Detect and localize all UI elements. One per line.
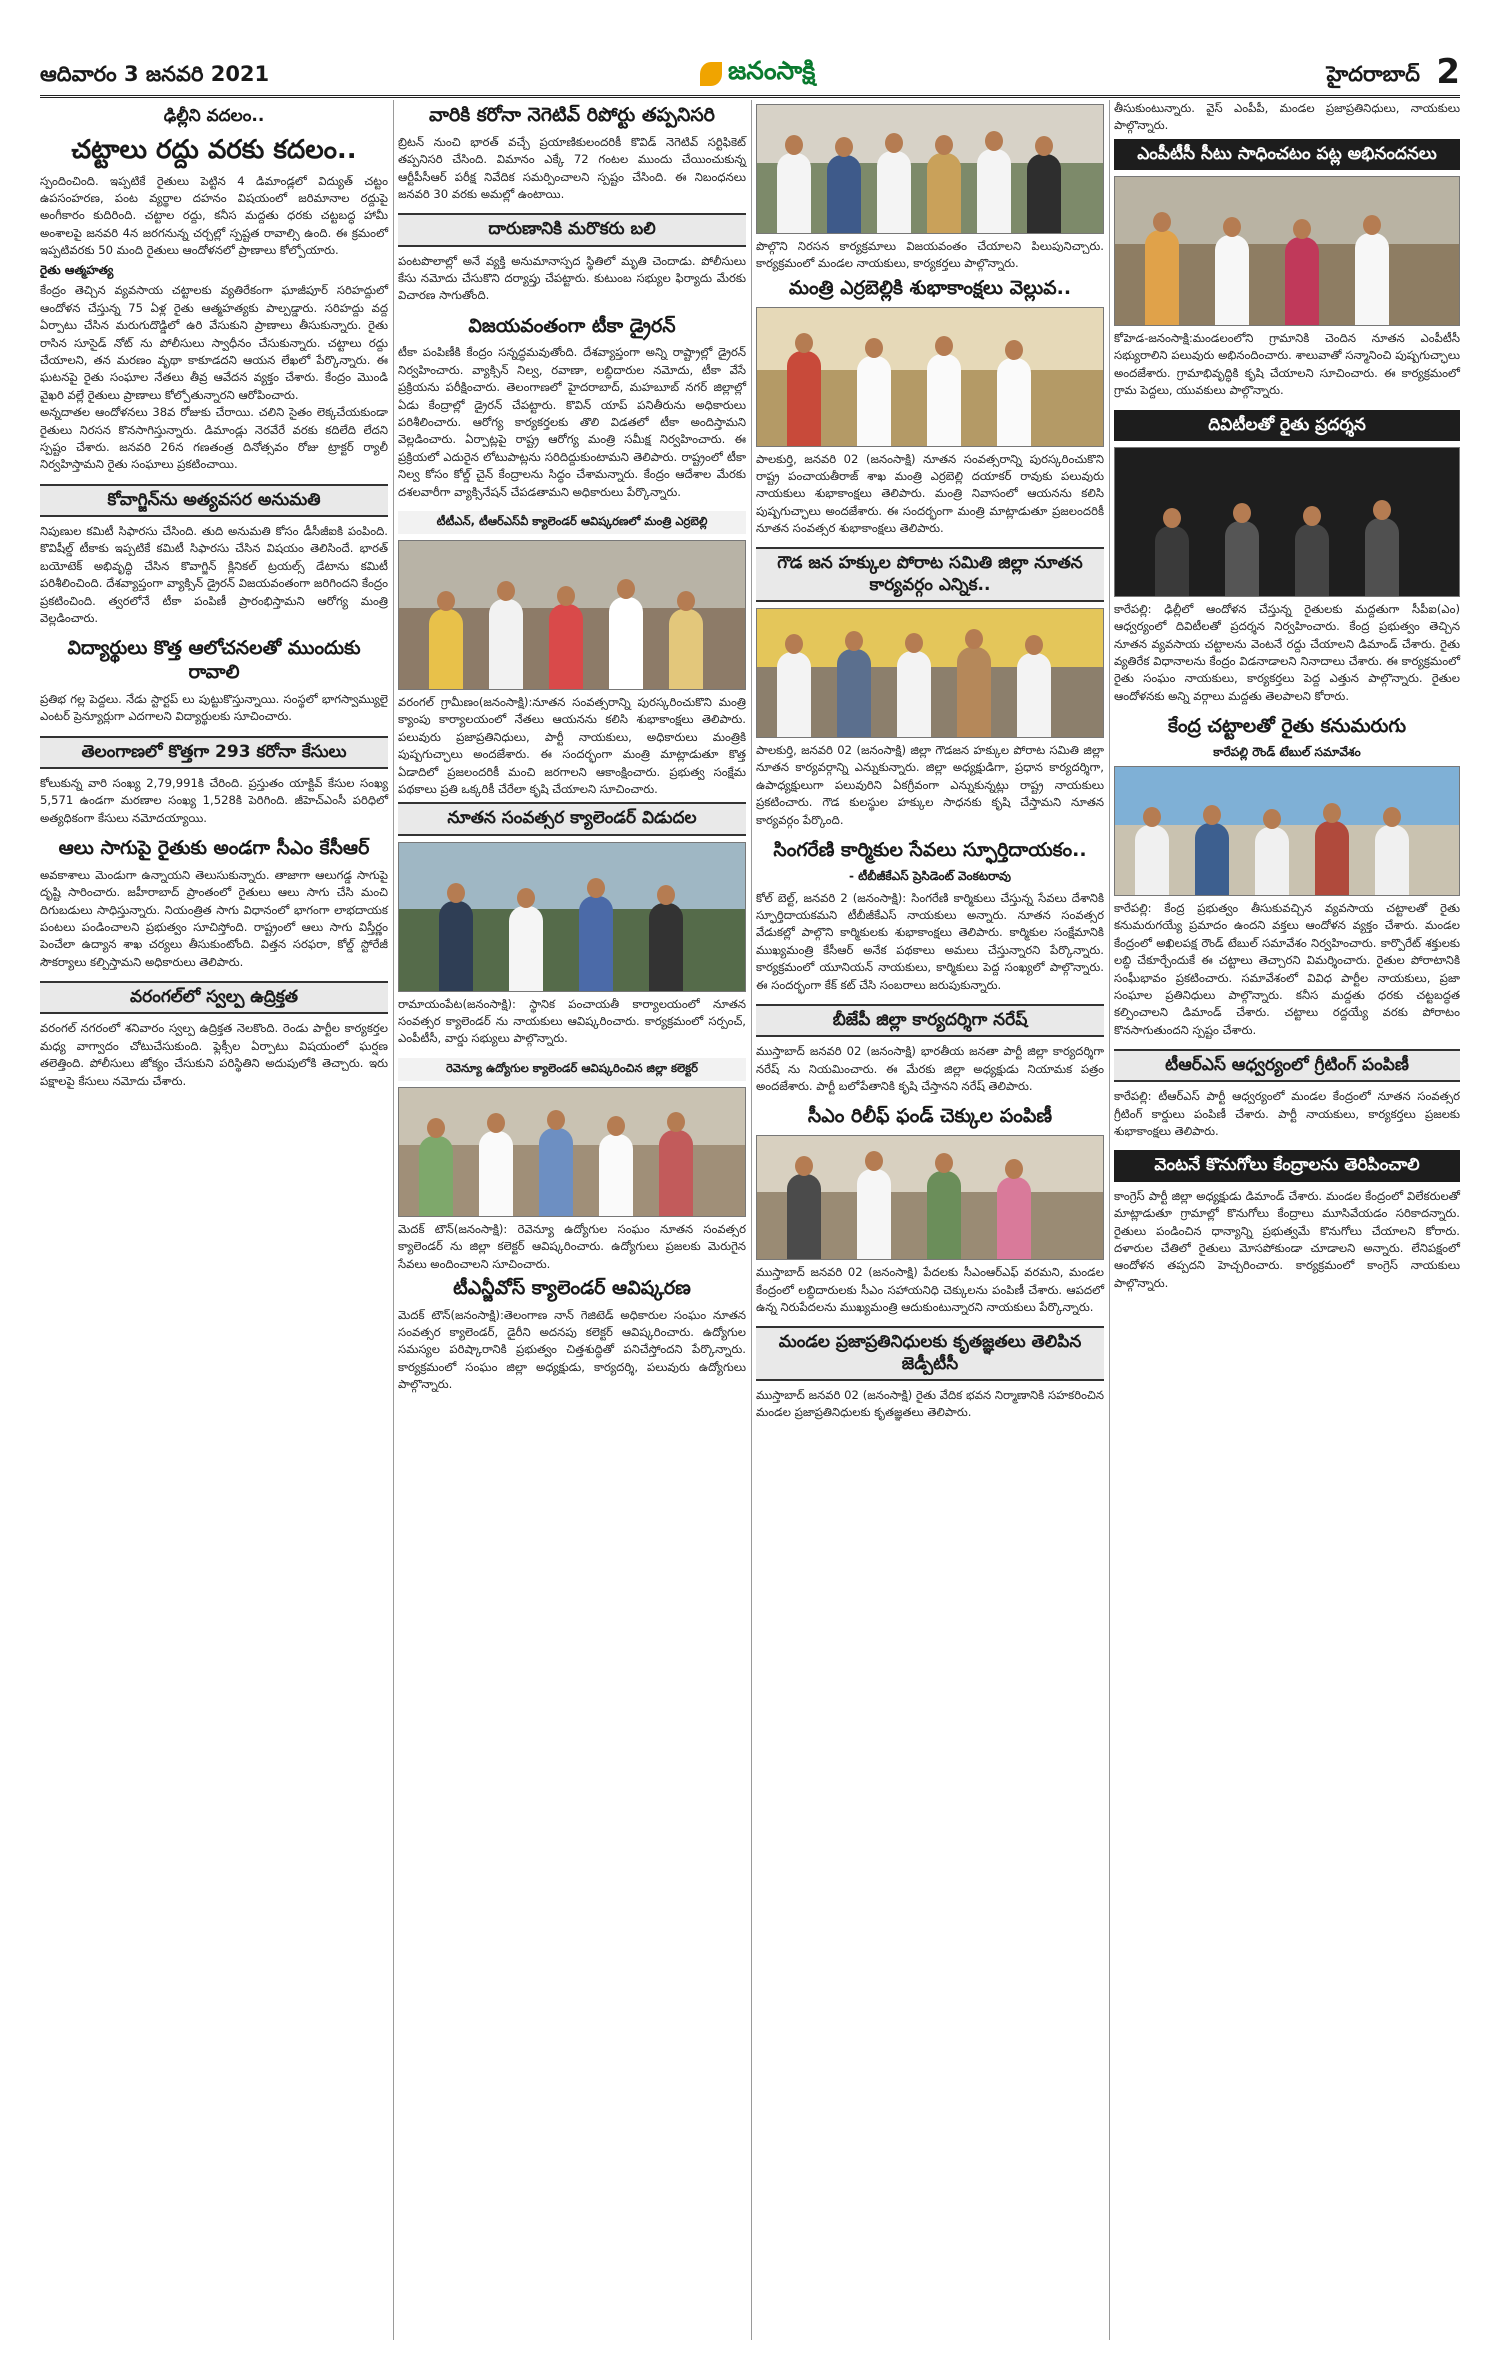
newspaper-logo[interactable] <box>700 56 815 92</box>
story-body: పంటపొలాల్లో అనే వ్యక్తి అనుమానాస్పద స్థితిలో మృతి చెందాడు. పోలీసులు కేసు నమోదు చేసుకొని దర్యాప్తు చేపట్టారు. కుటుంబ సభ్యుల ఫిర్యాదు మేరకు విచారణ సాగుతోంది. <box>398 253 746 303</box>
person-figure <box>837 649 871 737</box>
photo-backdrop <box>1115 767 1459 825</box>
story <box>1114 1150 1460 1292</box>
story <box>1114 410 1460 706</box>
person-figure <box>787 1174 821 1259</box>
story-headline[interactable]: సింగరేణి కార్మికుల సేవలు స్ఫూర్తిదాయకం.. <box>773 838 1087 861</box>
story-headline[interactable]: కోవాగ్జిన్‌ను అత్యవసర అనుమతి <box>40 484 388 517</box>
column-1 <box>40 100 388 1100</box>
story-body: కోల్ బెల్ట్, జనవరి 2 (జనంసాక్షి): సింగరేణి కార్మికులు చేస్తున్న సేవలు దేశానికి స్ఫూర్తిదాయకమని టీబీజీకేఎస్ నాయకులు అన్నారు. నూతన సంవత్సర వేడుకల్లో పాల్గొని కార్మికులకు శుభాకాంక్షలు తెలిపారు. కార్మికుల సంక్షేమానికి ముఖ్యమంత్రి కేసీఆర్ అనేక పథకాలు అమలు చేస్తున్నారని పేర్కొన్నారు. కార్యక్రమంలో యూనియన్ నాయకులు, కార్మికులు పెద్ద సంఖ్యలో పాల్గొన్నారు. ఈ సందర్భంగా కేక్ కట్ చేసి సంబరాలు జరుపుకున్నారు. <box>756 890 1104 992</box>
story-headline[interactable]: విజయవంతంగా టీకా డ్రైరన్ <box>468 314 676 337</box>
person-figure <box>827 155 861 233</box>
person-figure <box>579 896 613 991</box>
page-number: 2 <box>1436 52 1460 92</box>
person-figure <box>659 1130 693 1216</box>
story-body: అవకాశాలు మెండుగా ఉన్నాయని తెలుసుకున్నారు. తాజాగా ఆలుగడ్డ సాగుపై దృష్టి సారించారు. జహీరాబాద్ ప్రాంతంలో రైతులు ఆలు సాగు చేసి మంచి దిగుబడులు సాధిస్తున్నారు. నియంత్రిత సాగు విధానంలో భాగంగా లాభదాయక పంటలు పండించాలని ప్రభుత్వం సూచిస్తోంది. రాష్ట్రంలో ఆలు సాగు విస్తీర్ణం పెంచేలా ఉద్యాన శాఖ చర్యలు తీసుకుంటోంది. విత్తన సరఫరా, కోల్డ్ స్టోరేజీ సౌకర్యాలు కల్పిస్తామని అధికారులు తెలిపారు. <box>40 867 388 969</box>
column-divider <box>393 100 394 2340</box>
story <box>40 484 388 628</box>
person-figure <box>489 599 523 689</box>
issue-date: ఆదివారం 3 జనవరి 2021 <box>40 62 270 86</box>
story-headline[interactable]: విద్యార్థులు కొత్త ఆలోచనలతో ముందుకు రావాలి <box>67 637 361 684</box>
person-figure <box>509 906 543 991</box>
person-figure <box>609 597 643 689</box>
story-headline[interactable]: వెంటనే కొనుగోలు కేంద్రాలను తెరిపించాలి <box>1114 1150 1460 1181</box>
story-headline[interactable]: కేంద్ర చట్టాలతో రైతు కనుమరుగు <box>1167 715 1407 738</box>
person-figure <box>1195 823 1229 895</box>
person-figure <box>539 1128 573 1216</box>
person-figure <box>1365 518 1399 596</box>
story <box>756 1004 1104 1095</box>
news-photo[interactable] <box>1114 447 1460 597</box>
person-figure <box>419 1136 453 1216</box>
column-3 <box>756 100 1104 1432</box>
person-figure <box>1255 827 1289 895</box>
story-body: ముస్తాబాద్ జనవరి 02 (జనంసాక్షి) రైతు వేదిక భవన నిర్మాణానికి సహకరించిన మండల ప్రజాప్రతినిధులకు కృతజ్ఞతలు తెలిపారు. <box>756 1387 1104 1420</box>
story-headline[interactable]: టీఆర్ఎస్ ఆధ్వర్యంలో గ్రీటింగ్ పంపిణీ <box>1114 1049 1460 1082</box>
story-body: కారేపల్లి: టీఆర్ఎస్ పార్టీ ఆధ్వర్యంలో మండల కేంద్రంలో నూతన సంవత్సర గ్రీటింగ్ కార్డులు పంపిణీ చేశారు. పార్టీ నాయకులు, కార్యకర్తలు ప్రజలకు శుభాకాంక్షలు తెలిపారు. <box>1114 1089 1460 1139</box>
story-byline: కారేపల్లి రౌండ్ టేబుల్ సమావేశం <box>1213 744 1361 759</box>
story-body: ముస్తాబాద్ జనవరి 02 (జనంసాక్షి) భారతీయ జనతా పార్టీ జిల్లా కార్యదర్శిగా నరేష్ ను నియమించారు. ఈ మేరకు జిల్లా అధ్యక్షుడు నియామక పత్రం అందజేశారు. పార్టీ బలోపేతానికి కృషి చేస్తానని నరేష్ తెలిపారు. <box>756 1044 1104 1094</box>
person-figure <box>857 1169 891 1259</box>
news-photo[interactable] <box>398 842 746 992</box>
person-figure <box>1017 653 1051 737</box>
story-body: కాంగ్రెస్ పార్టీ జిల్లా అధ్యక్షుడు డిమాండ్ చేశారు. మండల కేంద్రంలో విలేకరులతో మాట్లాడుతూ గ్రామాల్లో కొనుగోలు కేంద్రాలు మూసివేయడం సరికాదన్నారు. రైతులు పండించిన ధాన్యాన్ని ప్రభుత్వమే కొనుగోలు చేయాలని కోరారు. దళారుల చేతిలో రైతులు మోసపోకుండా చూడాలని అన్నారు. లేనిపక్షంలో ఆందోళన తప్పదని హెచ్చరించారు. కార్యక్రమంలో కాంగ్రెస్ నాయకులు పాల్గొన్నారు. <box>1114 1188 1460 1290</box>
person-figure <box>977 149 1011 233</box>
story <box>40 736 388 827</box>
news-photo[interactable] <box>756 1135 1104 1260</box>
story <box>756 547 1104 828</box>
story-headline[interactable]: మంత్రి ఎర్రబెల్లికి శుభాకాంక్షలు వెల్లువ.. <box>788 276 1072 299</box>
lead-story <box>40 106 388 474</box>
person-figure <box>957 647 991 737</box>
story-body: మెదక్ టౌన్(జనంసాక్షి): రెవెన్యూ ఉద్యోగుల సంఘం నూతన సంవత్సర క్యాలెండర్ ను జిల్లా కలెక్టర్ ఆవిష్కరించారు. ఉద్యోగులు ప్రజలకు మెరుగైన సేవలు అందించాలని సూచించారు. <box>398 1221 746 1271</box>
news-photo[interactable] <box>1114 766 1460 896</box>
person-figure <box>1155 526 1189 596</box>
person-figure <box>857 356 891 446</box>
story <box>1114 1049 1460 1140</box>
edition-city: హైదరాబాద్ <box>1326 62 1420 86</box>
person-figure <box>429 609 463 689</box>
story-body: అన్నదాతల ఆందోళనలు 38వ రోజుకు చేరాయి. చలిని సైతం లెక్కచేయకుండా రైతులు నిరసన కొనసాగిస్తున్నారు. డిమాండ్లు నెరవేరే వరకు కదిలేది లేదని స్పష్టం చేశారు. జనవరి 26న గణతంత్ర దినోత్సవం రోజు ట్రాక్టర్ ర్యాలీ నిర్వహిస్తామని రైతు సంఘాలు ప్రకటించాయి. <box>40 405 388 472</box>
person-figure <box>1295 524 1329 596</box>
person-figure <box>897 651 931 737</box>
person-figure <box>877 151 911 233</box>
story <box>398 104 746 203</box>
column-divider <box>1109 100 1110 2340</box>
story-headline[interactable]: వారికి కరోనా నెగెటివ్ రిపోర్టు తప్పనిసరి <box>429 104 715 126</box>
story-byline: - టీబీజీకేఎస్ ప్రెసిడెంట్ వెంకటరావు <box>848 868 1012 883</box>
story-headline[interactable]: దారుణానికి మరొకరు బలి <box>398 213 746 246</box>
story-headline[interactable]: బీజేపీ జిల్లా కార్యదర్శిగా నరేష్ <box>756 1004 1104 1037</box>
story-body: పాలకుర్తి, జనవరి 02 (జనంసాక్షి) నూతన సంవత్సరాన్ని పురస్కరించుకొని రాష్ట్ర పంచాయతీరాజ్ శాఖ మంత్రి ఎర్రబెల్లి దయాకర్ రావుకు పలువురు నాయకులు శుభాకాంక్షలు తెలిపారు. మంత్రి నివాసంలో ఆయనను కలిసి పుష్పగుచ్ఛాలు అందజేశారు. ఈ సందర్భంగా మంత్రి మాట్లాడుతూ ప్రజలందరికీ నూతన సంవత్సర శుభాకాంక్షలు తెలిపారు. <box>756 451 1104 536</box>
news-photo[interactable] <box>756 608 1104 738</box>
story-headline[interactable]: దివిటీలతో రైతు ప్రదర్శన <box>1114 410 1460 441</box>
person-figure <box>1215 235 1249 325</box>
story <box>1114 139 1460 400</box>
person-figure <box>649 903 683 991</box>
story-body: వరంగల్ గ్రామీణం(జనంసాక్షి):నూతన సంవత్సరాన్ని పురస్కరించుకొని మంత్రి క్యాంపు కార్యాలయంలో నేతలు ఆయనను కలిసి శుభాకాంక్షలు తెలిపారు. పలువురు ప్రజాప్రతినిధులు, పార్టీ నాయకులు, అధికారులు మంత్రికి పుష్పగుచ్ఛాలు అందజేశారు. ఈ సందర్భంగా మంత్రి మాట్లాడుతూ కొత్త ఏడాదిలో ప్రజలందరికీ మంచి జరగాలని ఆకాంక్షించారు. ప్రభుత్వ సంక్షేమ పథకాలు ప్రతి ఒక్కరికీ చేరేలా కృషి చేయాలని సూచించారు. <box>398 695 746 796</box>
story-body: తీసుకుంటున్నారు. వైస్ ఎంపీపీ, మండల ప్రజాప్రతినిధులు, నాయకులు పాల్గొన్నారు. <box>1114 101 1460 133</box>
story-headline[interactable]: ఆలు సాగుపై రైతుకు అండగా సీఎం కేసీఆర్ <box>58 837 370 860</box>
story-headline[interactable]: నూతన సంవత్సర క్యాలెండర్ విడుదల <box>398 802 746 835</box>
story-body: ప్రతిభ గల్ల పెద్దలు. నేడు స్టార్టప్ లు పుట్టుకొస్తున్నాయి. సంస్థలో భాగస్వామ్యులై ఎంటర్ ప్రెన్యూర్లుగా ఎదగాలని విద్యార్థులకు సూచించారు. <box>40 691 388 724</box>
story-body: కారేపల్లి: కేంద్ర ప్రభుత్వం తీసుకువచ్చిన వ్యవసాయ చట్టాలతో రైతు కనుమరుగయ్యే ప్రమాదం ఉందని వక్తలు ఆందోళన వ్యక్తం చేశారు. మండల కేంద్రంలో అఖిలపక్ష రౌండ్ టేబుల్ సమావేశం నిర్వహించారు. కార్పొరేట్ శక్తులకు లబ్ధి చేకూర్చేందుకే ఈ చట్టాలు తెచ్చారని విమర్శించారు. రైతుల పోరాటానికి సంఘీభావం ప్రకటించారు. సమావేశంలో వివిధ పార్టీల నాయకులు, ప్రజా సంఘాల ప్రతినిధులు పాల్గొన్నారు. కనీస మద్దతు ధరకు చట్టబద్ధత కల్పించాలని డిమాండ్ చేశారు. చట్టాలు రద్దయ్యే వరకు పోరాటం కొనసాగుతుందని స్పష్టం చేశారు. <box>1114 900 1460 1037</box>
story-kicker: ఢిల్లీని వదలం.. <box>163 106 265 126</box>
story-body: కోహెడ-జనంసాక్షి:మండలంలోని గ్రామానికి చెందిన నూతన ఎంపీటీసీ సభ్యురాలిని పలువురు అభినందించారు. శాలువాతో సన్మానించి పుష్పగుచ్ఛాలు అందజేశారు. గ్రామాభివృద్ధికి కృషి చేయాలని సూచించారు. ఈ కార్యక్రమంలో గ్రామ పెద్దలు, యువకులు పాల్గొన్నారు. <box>1114 331 1460 398</box>
story <box>40 981 388 1090</box>
story <box>40 837 388 971</box>
person-figure <box>1355 233 1389 325</box>
person-figure <box>1315 821 1349 895</box>
person-figure <box>927 1171 961 1259</box>
story <box>756 277 1104 538</box>
person-figure <box>777 652 811 737</box>
story-body: మెదక్ టౌన్(జనంసాక్షి):తెలంగాణ నాన్ గెజిటెడ్ అధికారుల సంఘం నూతన సంవత్సర క్యాలెండర్, డైరీని అదనపు కలెక్టర్ ఆవిష్కరించారు. ఉద్యోగుల సమస్యల పరిష్కారానికి ప్రభుత్వం చిత్తశుద్ధితో పనిచేస్తోందని పేర్కొన్నారు. కార్యక్రమంలో సంఘం జిల్లా అధ్యక్షుడు, కార్యదర్శి, పలువురు ఉద్యోగులు పాల్గొన్నారు. <box>398 1307 746 1392</box>
story <box>756 839 1104 994</box>
story-body: పొల్గొని నిరసన కార్యక్రమాలు విజయవంతం చేయాలని పిలుపునిచ్చారు. కార్యక్రమంలో మండల నాయకులు, కార్యకర్తలు పాల్గొన్నారు. <box>756 239 1104 271</box>
person-figure <box>1285 237 1319 325</box>
person-figure <box>479 1131 513 1216</box>
story-headline[interactable]: తెలంగాణలో కొత్తగా 293 కరోనా కేసులు <box>40 736 388 769</box>
story <box>398 213 746 304</box>
person-figure <box>927 153 961 233</box>
person-figure <box>997 358 1031 446</box>
person-figure <box>599 1134 633 1216</box>
story-body: పాలకుర్తి, జనవరి 02 (జనంసాక్షి) జిల్లా గౌడజన హక్కుల పోరాట సమితి జిల్లా నూతన కార్యవర్గాన్ని ఎన్నుకున్నారు. జిల్లా అధ్యక్షుడిగా, ప్రధాన కార్యదర్శిగా, ఉపాధ్యక్షులుగా పలువురిని ఏకగ్రీవంగా ఎన్నుకున్నట్లు రాష్ట్ర నాయకులు ప్రకటించారు. గౌడ కులస్థుల హక్కుల సాధనకు కృషి చేస్తామని నూతన కార్యవర్గం పేర్కొంది. <box>756 742 1104 827</box>
story <box>1114 715 1460 1039</box>
photo-caption: రెవెన్యూ ఉద్యోగుల క్యాలెండర్ ఆవిష్కరించిన జిల్లా కలెక్టర్ <box>398 1058 746 1081</box>
photo-caption: టీటీఎన్, టీఆర్ఎస్‌వీ క్యాలెండర్ ఆవిష్కరణలో మంత్రి ఎర్రబెల్లి <box>398 511 746 534</box>
story-body: నిపుణుల కమిటీ సిఫారసు చేసింది. తుది అనుమతి కోసం డీసీజీఐకి పంపింది. కొవిషీల్డ్ టీకాకు ఇప్పటికే కమిటీ సిఫారసు చేసిన విషయం తెలిసిందే. భారత్ బయోటెక్ అభివృద్ధి చేసిన కొవాగ్జిన్ క్లినికల్ ట్రయల్స్ డేటాను కమిటీ పరిశీలించింది. దేశవ్యాప్తంగా వ్యాక్సిన్ డ్రైరన్ విజయవంతంగా జరిగిందని కేంద్రం ప్రకటించింది. త్వరలోనే టీకా పంపిణీ ప్రారంభిస్తామని ఆరోగ్య మంత్రి వెల్లడించారు. <box>40 524 388 625</box>
story-body: కోలుకున్న వారి సంఖ్య 2,79,991కి చేరింది. ప్రస్తుతం యాక్టివ్ కేసుల సంఖ్య 5,571 ఉండగా మరణాల సంఖ్య 1,528కి పెరిగింది. జీహెచ్ఎంసీ పరిధిలో అత్యధికంగా కేసులు నమోదయ్యాయి. <box>40 775 388 825</box>
person-figure <box>1135 825 1169 895</box>
story-body: ముస్తాబాద్ జనవరి 02 (జనంసాక్షి) పేదలకు సీఎంఆర్ఎఫ్ వరమని, మండల కేంద్రంలో లబ్ధిదారులకు సీఎం సహాయనిధి చెక్కులను పంపిణీ చేశారు. ఆపదలో ఉన్న నిరుపేదలను ముఖ్యమంత్రి ఆదుకుంటున్నారని నాయకులు పేర్కొన్నారు. <box>756 1265 1104 1314</box>
story-headline[interactable]: సీఎం రిలీఫ్ ఫండ్ చెక్కుల పంపిణీ <box>807 1105 1053 1128</box>
story-headline[interactable]: చట్టాలు రద్దు వరకు కదలం.. <box>71 135 357 165</box>
person-figure <box>997 1177 1031 1259</box>
news-photo[interactable] <box>1114 176 1460 326</box>
story-body: టీకా పంపిణీకి కేంద్రం సన్నద్ధమవుతోంది. దేశవ్యాప్తంగా అన్ని రాష్ట్రాల్లో డ్రైరన్ నిర్వహించారు. వ్యాక్సిన్ నిల్వ, రవాణా, లబ్ధిదారుల నమోదు, టీకా వేసే ప్రక్రియను పరీక్షించారు. తెలంగాణలో హైదరాబాద్, మహబూబ్ నగర్ జిల్లాల్లో ఏడు కేంద్రాల్లో డ్రైరన్ చేపట్టారు. కొవిన్ యాప్ పనితీరును అధికారులు పరిశీలించారు. ఆరోగ్య కార్యకర్తలకు తొలి విడతలో టీకా అందిస్తామని వెల్లడించారు. ఏర్పాట్లపై రాష్ట్ర ఆరోగ్య మంత్రి సమీక్ష నిర్వహించారు. ఈ ప్రక్రియలో ఎదురైన లోటుపాట్లను సరిదిద్దుకుంటామని తెలిపారు. రాష్ట్రంలో టీకా నిల్వ కోసం కోల్డ్ చైన్ కేంద్రాలను సిద్ధం చేశామన్నారు. కేంద్రం ఆదేశాల మేరకు దశలవారీగా వ్యాక్సినేషన్ చేపడతామని అధికారులు పేర్కొన్నారు. <box>398 345 746 499</box>
story-headline[interactable]: ఎంపీటీసీ సీటు సాధించటం పట్ల అభినందనలు <box>1114 139 1460 170</box>
news-photo[interactable] <box>756 307 1104 447</box>
story-subhead: రైతు ఆత్మహత్య <box>40 263 114 278</box>
story-body: బ్రిటన్ నుంచి భారత్ వచ్చే ప్రయాణికులందరికీ కొవిడ్ నెగెటివ్ సర్టిఫికెట్ తప్పనిసరి చేసింది. విమానం ఎక్కే 72 గంటల ముందు చేయించుకున్న ఆర్టీపీసీఆర్ పరీక్ష నివేదిక సమర్పించాలని స్పష్టం చేసింది. ఈ నిబంధనలు జనవరి 30 వరకు అమల్లో ఉంటాయి. <box>398 134 746 201</box>
person-figure <box>927 354 961 446</box>
story-headline[interactable]: మండల ప్రజాప్రతినిధులకు కృతజ్ఞతలు తెలిపిన జెడ్పీటీసీ <box>756 1326 1104 1381</box>
column-4 <box>1114 100 1460 1302</box>
story-body: రామాయంపేట(జనంసాక్షి): స్థానిక పంచాయతీ కార్యాలయంలో నూతన సంవత్సర క్యాలెండర్ ను నాయకులు ఆవిష్కరించారు. కార్యక్రమంలో సర్పంచ్, ఎంపీటీసీ, వార్డు సభ్యులు పాల్గొన్నారు. <box>398 996 746 1046</box>
person-figure <box>777 153 811 233</box>
story-body: స్పందించింది. ఇప్పటికే రైతులు పెట్టిన 4 డిమాండ్లలో విద్యుత్ చట్టం ఉపసంహరణ, పంట వ్యర్థాల దహనం విషయంలో జరిమానాల రద్దుపై అంగీకారం కుదిరింది. చట్టాల రద్దు, కనీస మద్దతు ధరకు చట్టబద్ధ హామీ అంశాలపై జనవరి 4న జరగనున్న చర్చల్లో స్పష్టత రావాల్సి ఉంది. ఈ క్రమంలో ఇప్పటివరకు 50 మంది రైతులు ఆందోళనలో ప్రాణాలు కోల్పోయారు. <box>40 173 388 258</box>
story <box>756 1105 1104 1316</box>
person-figure <box>1225 521 1259 596</box>
story-headline[interactable]: టీఎన్జీవోస్ క్యాలెండర్ ఆవిష్కరణ <box>453 1276 691 1299</box>
logo-text: జనంసాక్షి <box>728 56 816 85</box>
person-figure <box>787 351 821 446</box>
news-photo[interactable] <box>756 104 1104 234</box>
story <box>398 315 746 501</box>
story-body: కేంద్రం తెచ్చిన వ్యవసాయ చట్టాలకు వ్యతిరేకంగా ఘాజీపూర్ సరిహద్దులో ఆందోళన చేస్తున్న 75 ఏళ్ల రైతు ఆత్మహత్యకు పాల్పడ్డారు. సరిహద్దు వద్ద ఏర్పాటు చేసిన మరుగుదొడ్డిలో ఉరి వేసుకుని ప్రాణాలు తీసుకున్నారు. రైతు రాసిన సూసైడ్ నోట్ ను పోలీసులు స్వాధీనం చేసుకున్నారు. చట్టాలు రద్దు చేయాలని, తన మరణం వృథా కాకూడదని ఆయన లేఖలో పేర్కొన్నారు. ఈ ఘటనపై రైతు సంఘాల నేతలు తీవ్ర ఆవేదన వ్యక్తం చేశారు. కేంద్రం మొండి వైఖరి వల్లే రైతులు ప్రాణాలు కోల్పోతున్నారని ఆరోపించారు. <box>40 283 388 402</box>
column-2 <box>398 100 746 1404</box>
story-headline[interactable]: గౌడ జన హక్కుల పోరాట సమితి జిల్లా నూతన కార్యవర్గం ఎన్నిక.. <box>756 547 1104 602</box>
leaf-icon <box>700 62 722 86</box>
person-figure <box>1145 230 1179 325</box>
news-photo[interactable] <box>398 540 746 690</box>
story-body: వరంగల్ నగరంలో శనివారం స్వల్ప ఉద్రిక్తత నెలకొంది. రెండు పార్టీల కార్యకర్తల మధ్య వాగ్వాదం చోటుచేసుకుంది. ఫ్లెక్సీల ఏర్పాటు విషయంలో ఘర్షణ తలెత్తింది. పోలీసులు జోక్యం చేసుకుని పరిస్థితిని అదుపులోకి తెచ్చారు. ఇరు పక్షాలపై కేసులు నమోదు చేశారు. <box>40 1021 388 1088</box>
column-divider <box>751 100 752 2340</box>
masthead <box>40 52 1460 98</box>
person-figure <box>669 609 703 689</box>
news-photo[interactable] <box>398 1087 746 1217</box>
story-headline[interactable]: వరంగల్‌లో స్వల్ప ఉద్రిక్తత <box>40 981 388 1014</box>
story <box>756 1326 1104 1421</box>
person-figure <box>549 604 583 689</box>
person-figure <box>1375 825 1409 895</box>
story-body: కారేపల్లి: ఢిల్లీలో ఆందోళన చేస్తున్న రైతులకు మద్దతుగా సీపీఐ(ఎం) ఆధ్వర్యంలో దివిటీలతో ప్రదర్శన నిర్వహించారు. కేంద్ర ప్రభుత్వం తెచ్చిన నూతన వ్యవసాయ చట్టాలను వెంటనే రద్దు చేయాలని డిమాండ్ చేశారు. రైతు వ్యతిరేక విధానాలను కేంద్రం విడనాడాలని నినాదాలు చేశారు. ఈ కార్యక్రమంలో రైతు సంఘం నాయకులు, కార్యకర్తలు పెద్ద ఎత్తున పాల్గొన్నారు. రైతుల ఆందోళనకు అన్ని వర్గాలు మద్దతు తెలపాలని కోరారు. <box>1114 601 1460 703</box>
story <box>40 637 388 725</box>
photo-backdrop <box>757 609 1103 667</box>
person-figure <box>1027 154 1061 233</box>
story <box>398 1277 746 1394</box>
person-figure <box>439 901 473 991</box>
story <box>398 802 746 1047</box>
